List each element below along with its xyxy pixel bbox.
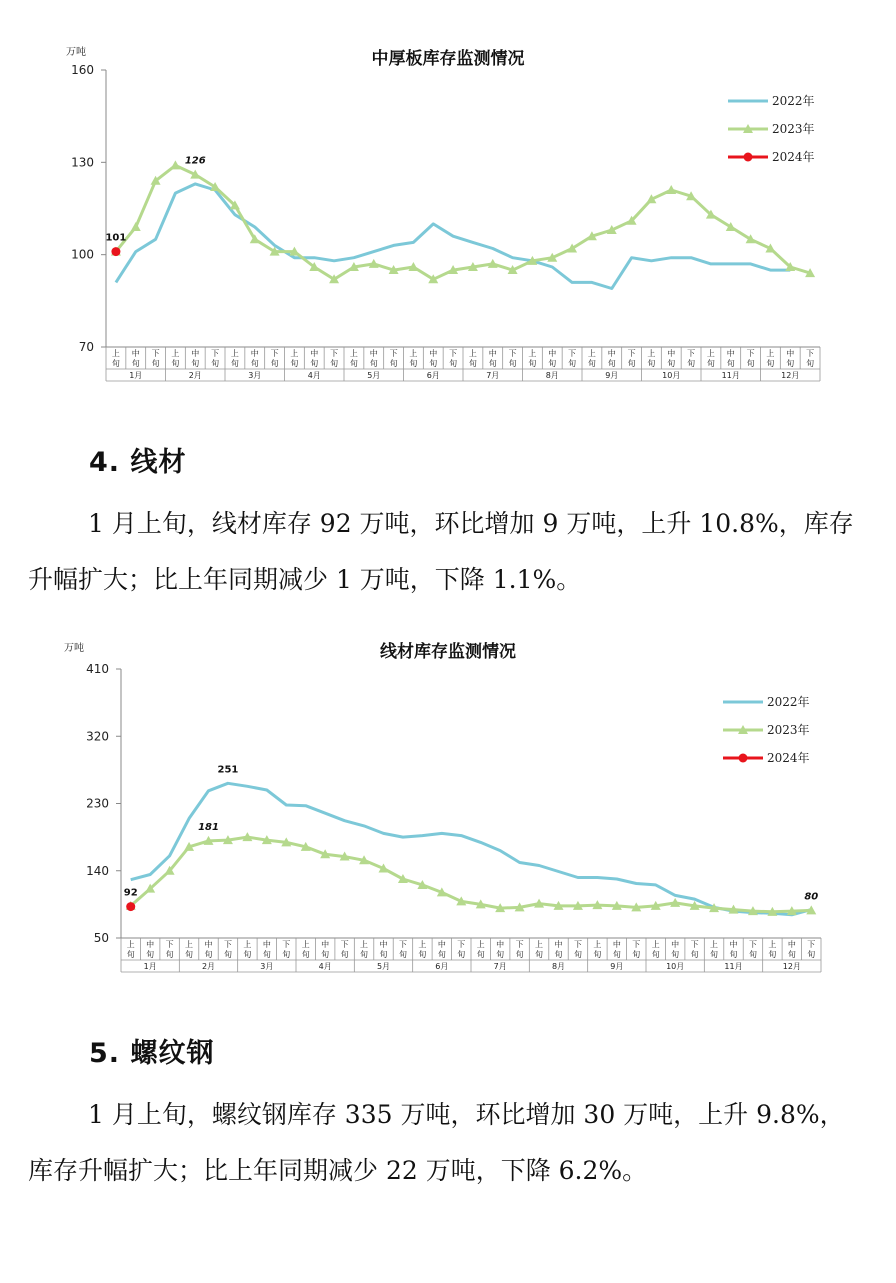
x-period-label: 旬	[211, 359, 220, 368]
x-period-label: 中	[321, 940, 330, 949]
data-point-marker	[126, 902, 135, 911]
x-month-label: 5月	[367, 371, 381, 380]
x-period-label: 旬	[250, 359, 259, 368]
x-period-label: 上	[710, 940, 719, 949]
x-period-label: 旬	[476, 950, 485, 959]
x-period-label: 下	[746, 349, 755, 358]
legend-marker	[744, 153, 753, 162]
x-period-label: 旬	[369, 359, 378, 368]
x-period-label: 下	[282, 940, 291, 949]
x-period-label: 中	[667, 349, 676, 358]
x-period-label: 旬	[379, 950, 388, 959]
x-period-label: 中	[488, 349, 497, 358]
x-period-label: 中	[726, 349, 735, 358]
x-period-label: 旬	[488, 359, 497, 368]
x-period-label: 旬	[706, 359, 715, 368]
x-period-label: 旬	[746, 359, 755, 368]
series-line-2022年	[131, 783, 812, 915]
x-period-label: 旬	[535, 950, 544, 959]
x-period-label: 旬	[171, 359, 180, 368]
x-period-label: 下	[568, 349, 577, 358]
x-period-label: 下	[270, 349, 279, 358]
section-heading-wire-rod: 4. 线材	[89, 447, 187, 478]
x-month-label: 1月	[143, 962, 157, 971]
x-period-label: 下	[632, 940, 641, 949]
x-period-label: 旬	[262, 950, 271, 959]
x-month-label: 7月	[493, 962, 507, 971]
x-period-label: 旬	[627, 359, 636, 368]
x-period-label: 旬	[748, 950, 757, 959]
x-period-label: 上	[647, 349, 656, 358]
x-period-label: 旬	[593, 950, 602, 959]
x-period-label: 上	[418, 940, 427, 949]
legend-label: 2024年	[772, 150, 815, 164]
x-month-label: 7月	[486, 371, 500, 380]
x-period-label: 上	[301, 940, 310, 949]
x-period-label: 旬	[330, 359, 339, 368]
x-period-label: 中	[548, 349, 557, 358]
x-period-label: 旬	[418, 950, 427, 959]
x-period-label: 旬	[671, 950, 680, 959]
x-period-label: 旬	[243, 950, 252, 959]
x-period-label: 旬	[528, 359, 537, 368]
x-month-label: 5月	[376, 962, 391, 971]
x-period-label: 旬	[204, 950, 213, 959]
y-tick-label: 410	[86, 662, 109, 676]
x-month-label: 2月	[201, 962, 216, 971]
x-period-label: 下	[748, 940, 757, 949]
x-period-label: 旬	[111, 359, 120, 368]
x-period-label: 旬	[321, 950, 330, 959]
x-period-label: 旬	[165, 950, 174, 959]
legend-item	[728, 121, 815, 136]
x-period-label: 旬	[651, 950, 660, 959]
x-period-label: 旬	[787, 950, 796, 959]
legend-label: 2023年	[772, 122, 815, 136]
x-period-label: 旬	[573, 950, 582, 959]
x-period-label: 中	[146, 940, 155, 949]
data-label: 126	[184, 155, 206, 167]
x-period-label: 中	[729, 940, 738, 949]
x-period-label: 中	[310, 349, 319, 358]
x-period-label: 旬	[398, 950, 407, 959]
x-period-label: 旬	[632, 950, 641, 959]
data-label: 92	[123, 887, 138, 899]
x-period-label: 中	[671, 940, 680, 949]
x-period-label: 中	[369, 349, 378, 358]
x-period-label: 旬	[270, 359, 279, 368]
x-period-label: 上	[111, 349, 120, 358]
x-period-label: 旬	[647, 359, 656, 368]
x-period-label: 下	[627, 349, 636, 358]
x-period-label: 下	[687, 349, 696, 358]
x-month-label: 12月	[782, 962, 801, 971]
y-axis-unit: 万吨	[64, 643, 84, 654]
x-period-label: 中	[437, 940, 446, 949]
x-period-label: 旬	[548, 359, 557, 368]
x-period-label: 下	[457, 940, 466, 949]
legend-item	[728, 149, 815, 164]
x-period-label: 旬	[667, 359, 676, 368]
y-tick-label: 320	[86, 729, 109, 744]
x-period-label: 上	[171, 349, 180, 358]
section-heading-rebar: 5. 螺纹钢	[89, 1038, 215, 1069]
x-period-label: 上	[768, 940, 777, 949]
x-period-label: 旬	[612, 950, 621, 959]
x-month-label: 9月	[605, 371, 619, 380]
x-period-label: 下	[690, 940, 699, 949]
legend-label: 2024年	[767, 751, 810, 765]
x-month-label: 8月	[545, 371, 559, 380]
chart-svg	[0, 0, 896, 400]
x-period-label: 旬	[449, 359, 458, 368]
paragraph-wire-rod-text: 1 月上旬，线材库存 92 万吨，环比增加 9 万吨，上升 10.8%，库存升幅扩大；比上年同期减少 1 万吨，下降 1.1%。	[28, 509, 854, 594]
legend-item	[728, 93, 815, 108]
x-period-label: 中	[379, 940, 388, 949]
x-period-label: 中	[612, 940, 621, 949]
x-period-label: 旬	[496, 950, 505, 959]
x-period-label: 上	[290, 349, 299, 358]
x-period-label: 上	[587, 349, 596, 358]
x-period-label: 旬	[185, 950, 194, 959]
x-period-label: 上	[349, 349, 358, 358]
x-period-label: 上	[468, 349, 477, 358]
x-period-label: 旬	[554, 950, 563, 959]
x-month-label: 1月	[129, 371, 143, 380]
y-tick-label: 100	[71, 247, 94, 262]
data-label: 101	[105, 232, 127, 244]
x-month-label: 4月	[318, 962, 332, 971]
x-period-label: 旬	[301, 950, 310, 959]
legend-item	[723, 694, 810, 709]
chart-zhonghouban	[0, 0, 896, 400]
x-period-label: 下	[389, 349, 398, 358]
x-period-label: 中	[262, 940, 271, 949]
x-period-label: 旬	[340, 950, 349, 959]
x-period-label: 中	[250, 349, 259, 358]
x-period-label: 旬	[349, 359, 358, 368]
x-period-label: 下	[211, 349, 220, 358]
x-period-label: 下	[806, 349, 815, 358]
x-period-label: 中	[204, 940, 213, 949]
x-period-label: 旬	[223, 950, 232, 959]
x-period-label: 旬	[429, 359, 438, 368]
data-label: 251	[217, 764, 239, 776]
x-period-label: 旬	[409, 359, 418, 368]
y-tick-label: 130	[71, 155, 94, 170]
x-period-label: 上	[706, 349, 715, 358]
x-period-label: 旬	[587, 359, 596, 368]
x-period-label: 中	[787, 940, 796, 949]
x-period-label: 下	[340, 940, 349, 949]
x-period-label: 中	[607, 349, 616, 358]
x-month-label: 6月	[426, 371, 440, 380]
x-month-label: 3月	[248, 371, 262, 380]
x-month-label: 3月	[260, 962, 274, 971]
x-month-label: 8月	[551, 962, 566, 971]
x-period-label: 上	[535, 940, 544, 949]
y-tick-label: 50	[93, 931, 109, 945]
data-point-marker	[170, 160, 180, 169]
x-period-label: 上	[185, 940, 194, 949]
x-period-label: 旬	[131, 359, 140, 368]
x-period-label: 上	[230, 349, 239, 358]
data-point-marker	[111, 247, 120, 256]
x-period-label: 上	[766, 349, 775, 358]
x-period-label: 旬	[786, 359, 795, 368]
x-period-label: 中	[786, 349, 795, 358]
y-tick-label: 140	[86, 863, 109, 878]
x-period-label: 旬	[687, 359, 696, 368]
x-period-label: 下	[151, 349, 160, 358]
x-period-label: 上	[593, 940, 602, 949]
x-period-label: 旬	[310, 359, 319, 368]
x-month-label: 11月	[721, 371, 740, 380]
x-period-label: 旬	[146, 950, 155, 959]
x-period-label: 旬	[710, 950, 719, 959]
legend-item	[723, 722, 810, 737]
x-period-label: 下	[449, 349, 458, 358]
series-line-2023年	[131, 837, 812, 912]
chart-title: 线材库存监测情况	[380, 642, 516, 662]
chart-title: 中厚板库存监测情况	[371, 49, 525, 69]
chart-svg	[0, 628, 896, 983]
y-tick-label: 230	[86, 796, 109, 811]
x-period-label: 中	[496, 940, 505, 949]
x-period-label: 中	[191, 349, 200, 358]
paragraph-wire-rod	[28, 496, 868, 608]
x-period-label: 中	[554, 940, 563, 949]
x-month-label: 4月	[307, 371, 321, 380]
x-period-label: 旬	[290, 359, 299, 368]
x-period-label: 旬	[766, 359, 775, 368]
chart-xiancai	[0, 628, 896, 983]
x-period-label: 下	[508, 349, 517, 358]
data-label: 181	[198, 821, 219, 833]
x-period-label: 旬	[726, 359, 735, 368]
x-month-label: 2月	[188, 371, 202, 380]
y-axis-unit: 万吨	[66, 47, 86, 58]
x-period-label: 旬	[230, 359, 239, 368]
x-period-label: 下	[398, 940, 407, 949]
x-period-label: 旬	[690, 950, 699, 959]
x-period-label: 旬	[807, 950, 816, 959]
x-period-label: 旬	[437, 950, 446, 959]
legend-label: 2022年	[767, 695, 810, 709]
y-tick-label: 160	[71, 63, 94, 77]
legend-label: 2022年	[772, 94, 815, 108]
x-period-label: 旬	[282, 950, 291, 959]
x-month-label: 10月	[666, 962, 685, 971]
x-period-label: 旬	[768, 950, 777, 959]
x-period-label: 下	[223, 940, 232, 949]
x-month-label: 6月	[435, 962, 449, 971]
x-period-label: 下	[165, 940, 174, 949]
paragraph-rebar	[28, 1087, 868, 1199]
y-tick-label: 70	[78, 340, 94, 354]
x-period-label: 上	[126, 940, 135, 949]
x-period-label: 旬	[515, 950, 524, 959]
x-period-label: 旬	[568, 359, 577, 368]
x-period-label: 上	[476, 940, 485, 949]
x-period-label: 上	[360, 940, 369, 949]
legend-label: 2023年	[767, 723, 810, 737]
data-point-marker	[131, 222, 141, 231]
x-period-label: 上	[651, 940, 660, 949]
x-period-label: 旬	[126, 950, 135, 959]
x-period-label: 旬	[191, 359, 200, 368]
x-period-label: 旬	[151, 359, 160, 368]
x-period-label: 旬	[389, 359, 398, 368]
legend-marker	[739, 754, 748, 763]
x-period-label: 中	[131, 349, 140, 358]
data-label: 80	[804, 891, 819, 903]
x-period-label: 旬	[729, 950, 738, 959]
x-period-label: 上	[243, 940, 252, 949]
x-month-label: 10月	[662, 371, 681, 380]
x-period-label: 旬	[360, 950, 369, 959]
x-month-label: 12月	[781, 371, 800, 380]
x-period-label: 下	[807, 940, 816, 949]
x-period-label: 旬	[806, 359, 815, 368]
x-period-label: 旬	[508, 359, 517, 368]
legend-item	[723, 750, 810, 765]
x-period-label: 旬	[457, 950, 466, 959]
x-period-label: 旬	[468, 359, 477, 368]
x-period-label: 下	[515, 940, 524, 949]
x-period-label: 上	[409, 349, 418, 358]
x-period-label: 上	[528, 349, 537, 358]
x-month-label: 9月	[610, 962, 624, 971]
x-month-label: 11月	[724, 962, 743, 971]
paragraph-rebar-text: 1 月上旬，螺纹钢库存 335 万吨，环比增加 30 万吨，上升 9.8%，库存升幅扩大；比上年同期减少 22 万吨，下降 6.2%。	[28, 1100, 845, 1185]
x-period-label: 旬	[607, 359, 616, 368]
x-period-label: 中	[429, 349, 438, 358]
x-period-label: 下	[330, 349, 339, 358]
x-period-label: 下	[573, 940, 582, 949]
